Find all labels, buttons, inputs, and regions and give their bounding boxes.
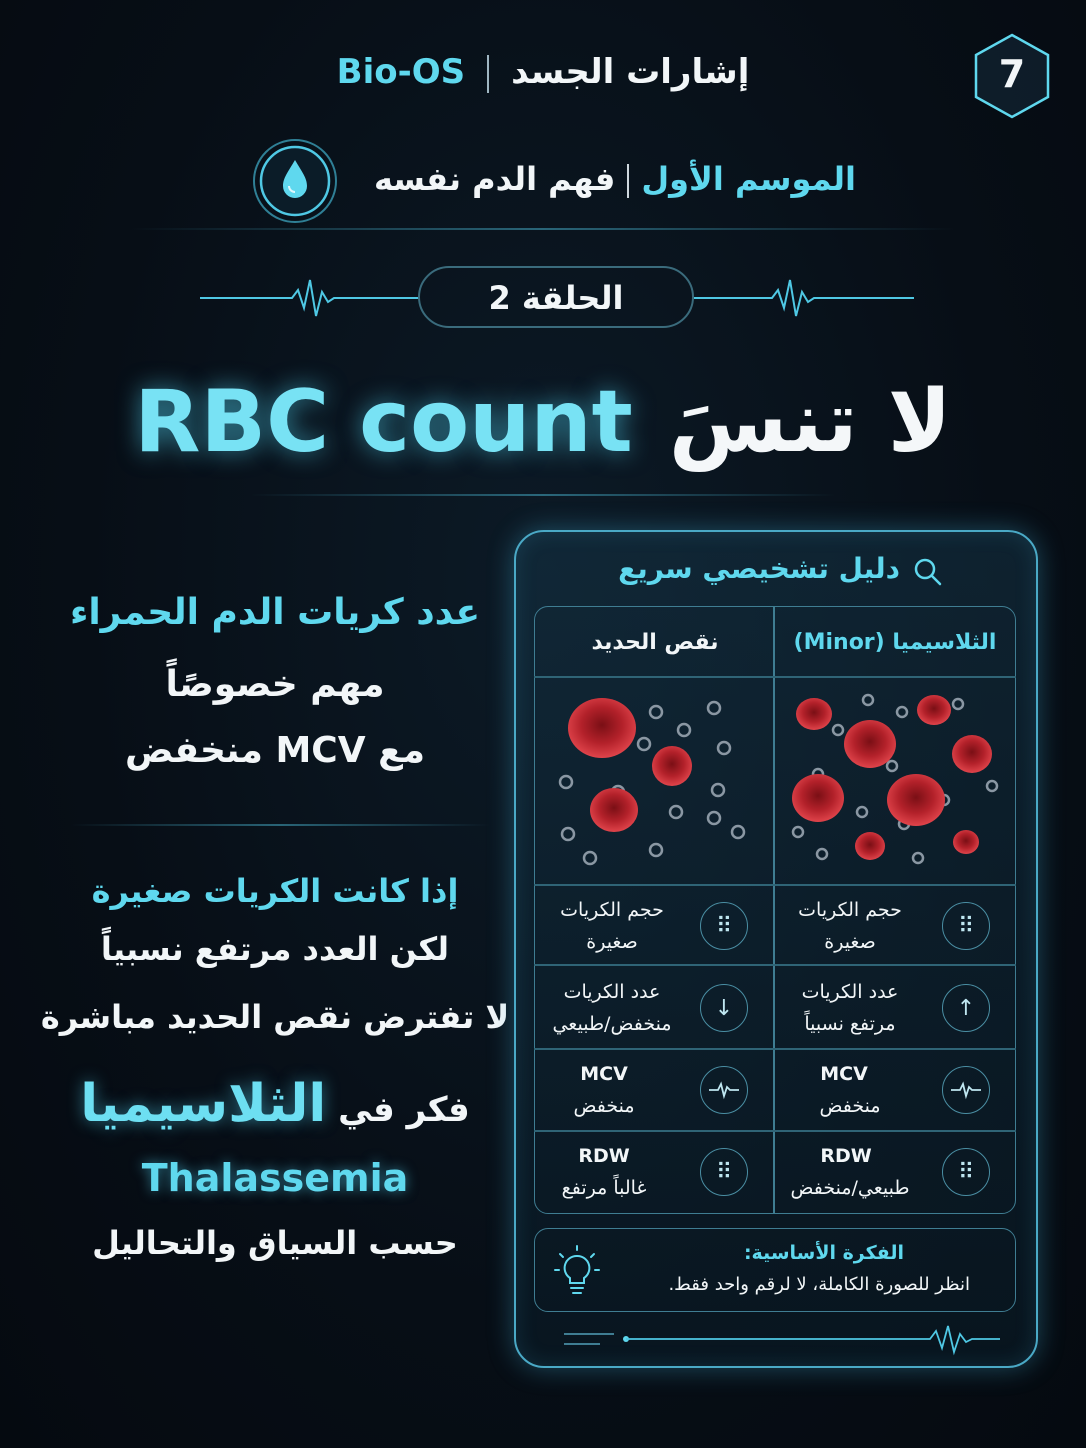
season-topic: فهم الدم نفسه: [373, 160, 616, 198]
season-line: [362, 160, 856, 198]
left-line-9: حسب السياق والتحاليل: [92, 1224, 458, 1262]
thal-row-3-label: MCV: [820, 1063, 868, 1085]
thal-row-4-label: RDW: [820, 1145, 872, 1167]
iron-row-1-label: حجم الكريات: [560, 899, 664, 921]
column-heading-iron-deficiency: نقص الحديد: [591, 630, 719, 655]
left-divider: [70, 824, 490, 826]
title-divider: [250, 494, 836, 496]
thal-row-1-label: حجم الكريات: [798, 899, 902, 921]
thal-row-3-value: منخفض: [819, 1095, 881, 1117]
left-line-5: لكن العدد مرتفع نسبياً: [100, 930, 450, 968]
heartbeat-left-icon: [200, 270, 420, 326]
thalassemia-cells-illustration: [778, 682, 1012, 880]
season-divider: [627, 164, 629, 198]
left-line-2: مهم خصوصًاً: [165, 664, 385, 705]
row-divider: [534, 1130, 1016, 1132]
arrow-down-icon: ↓: [700, 984, 748, 1032]
key-idea-box: [534, 1228, 1016, 1312]
left-line-8: Thalassemia: [141, 1156, 409, 1200]
arrow-up-icon: ↑: [942, 984, 990, 1032]
header-bar: [0, 52, 1086, 93]
blood-drop-icon: [250, 136, 340, 226]
pulse-icon: [700, 1066, 748, 1114]
pulse-icon: [942, 1066, 990, 1114]
row-divider: [534, 884, 1016, 886]
heartbeat-right-icon: [694, 270, 914, 326]
key-idea-title: الفكرة الأساسية:: [743, 1242, 904, 1264]
season-label: الموسم الأول: [641, 160, 856, 198]
dots-grid-icon: ⠿: [700, 902, 748, 950]
row-divider: [534, 964, 1016, 966]
episode-badge-number: 7: [998, 52, 1026, 96]
thal-row-4-value: طبيعي/منخفض: [790, 1177, 910, 1199]
left-line-1: عدد كريات الدم الحمراء: [69, 592, 481, 633]
left-line-4: إذا كانت الكريات صغيرة: [91, 872, 459, 910]
key-idea-text: انظر للصورة الكاملة، لا لرقم واحد فقط.: [668, 1274, 970, 1295]
brand-name: Bio-OS: [336, 52, 466, 92]
panel-title: دليل تشخيصي سريع: [618, 552, 900, 585]
series-name: إشارات الجسد: [511, 52, 750, 92]
episode-label: الحلقة 2: [488, 279, 624, 317]
left-line-3: مع MCV منخفض: [124, 730, 426, 771]
thal-row-2-label: عدد الكريات: [801, 981, 899, 1003]
iron-deficiency-cells-illustration: [538, 682, 772, 880]
row-divider: [534, 676, 1016, 678]
title-arabic: لا تنسَ: [668, 372, 952, 472]
thal-row-2-value: مرتفع نسبياً: [804, 1013, 896, 1035]
divider-line: [130, 228, 956, 230]
left-line-6: لا تفترض نقص الحديد مباشرة: [40, 998, 510, 1036]
iron-row-1-value: صغيرة: [586, 931, 638, 953]
iron-row-3-label: MCV: [580, 1063, 628, 1085]
main-title: [0, 372, 1086, 472]
iron-row-3-value: منخفض: [573, 1095, 635, 1117]
thal-row-1-value: صغيرة: [824, 931, 876, 953]
dots-grid-icon: ⠿: [942, 1148, 990, 1196]
left-line-7-prefix: فكر في: [338, 1090, 470, 1130]
row-divider: [534, 1048, 1016, 1050]
title-english: RBC count: [134, 372, 633, 472]
column-heading-thalassemia: الثلاسيميا (Minor): [793, 630, 997, 655]
search-icon[interactable]: [912, 556, 944, 588]
iron-row-4-label: RDW: [578, 1145, 630, 1167]
left-line-7-highlight: الثلاسيميا: [80, 1074, 327, 1134]
iron-row-2-value: منخفض/طبيعي: [552, 1013, 672, 1035]
iron-row-4-value: غالباً مرتفع: [561, 1177, 647, 1199]
panel-heartbeat-icon: [560, 1322, 1000, 1356]
left-line-7: [40, 1074, 510, 1134]
dots-grid-icon: ⠿: [942, 902, 990, 950]
header-divider: [487, 55, 489, 93]
iron-row-2-label: عدد الكريات: [563, 981, 661, 1003]
dots-grid-icon: ⠿: [700, 1148, 748, 1196]
